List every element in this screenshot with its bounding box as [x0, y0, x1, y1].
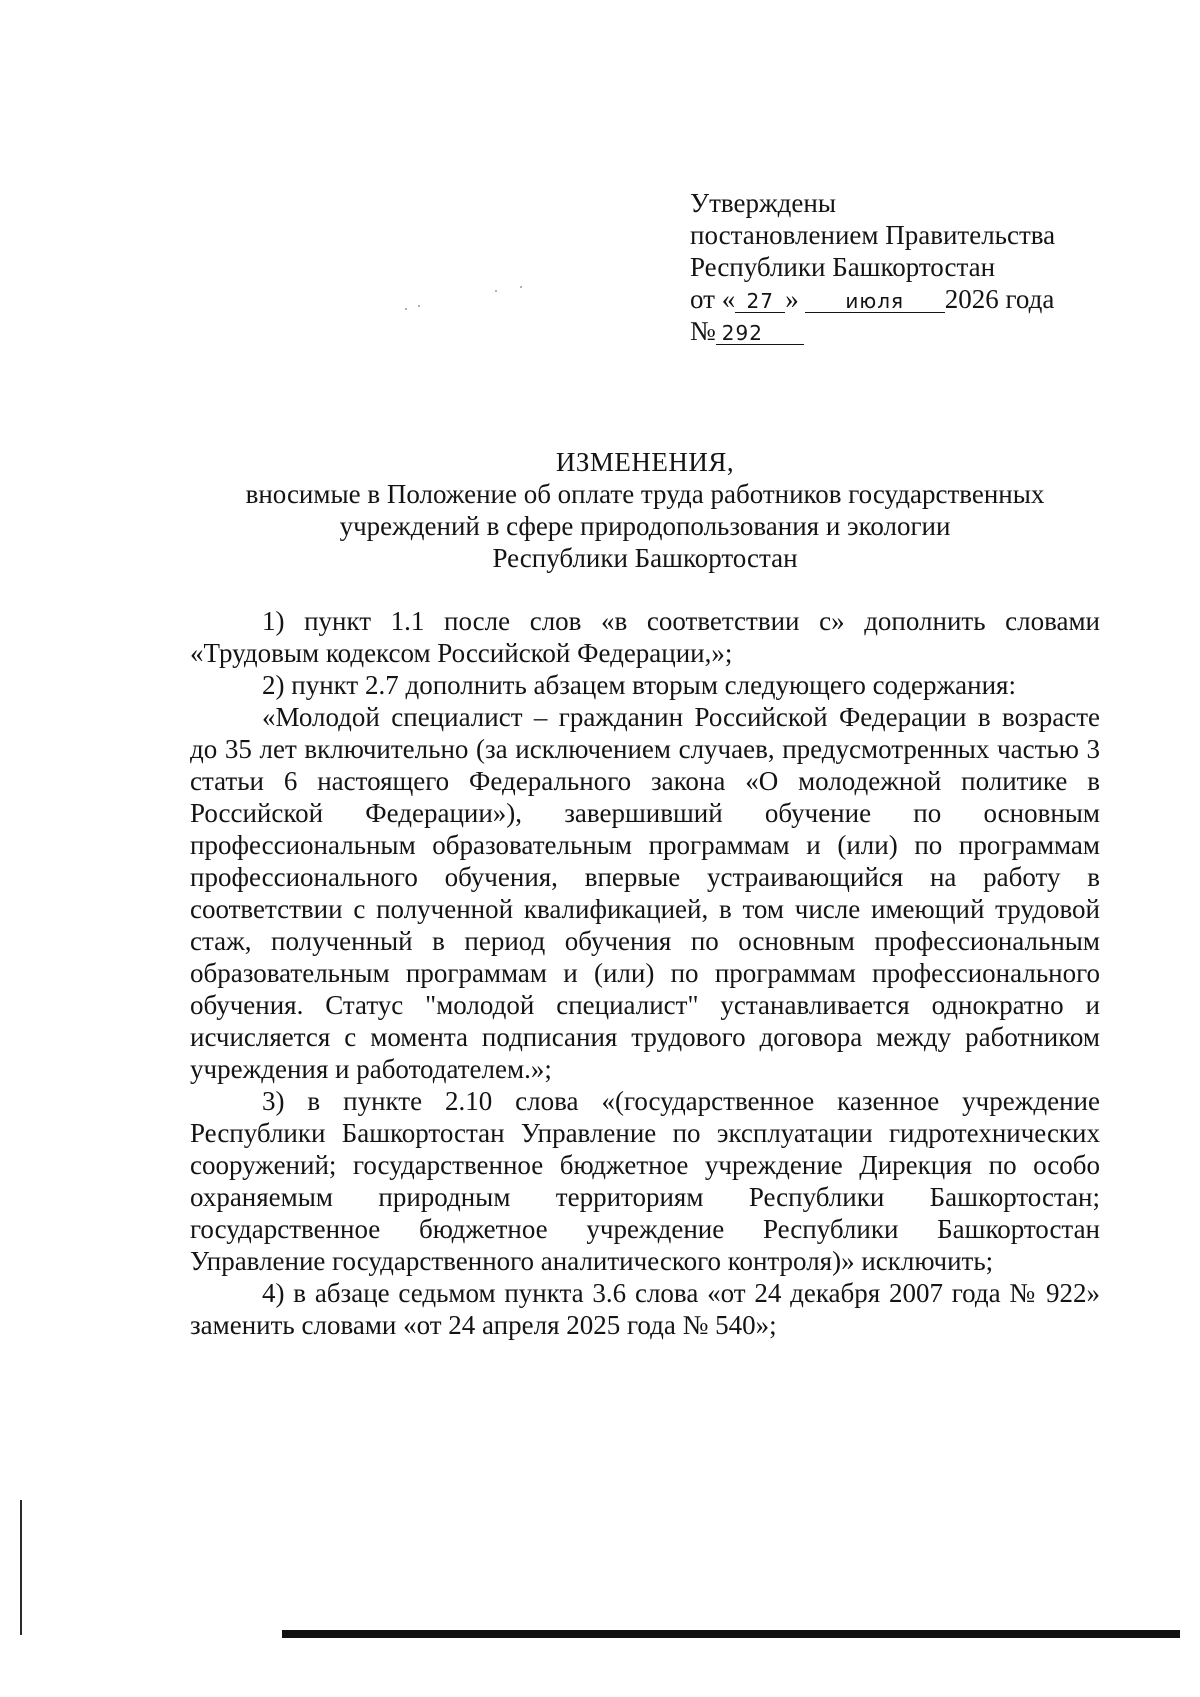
title-line-1: вносимые в Положение об оплате труда работников государственных: [245, 479, 1045, 509]
approval-date: [690, 283, 1110, 315]
date-suffix: 2026 года: [944, 284, 1055, 314]
title-heading: ИЗМЕНЕНИЯ,: [555, 447, 735, 477]
paragraph-3: «Молодой специалист – гражданин Российской Федерации в возрасте до 35 лет включительно (за исключением случаев, предусмотренных частью 3 статьи 6 настоящего Федерального закона «О молодежной политике в Российской Федерации»), завершивший обучение по основным профессиональным образовательным программам и (или) по программам профессионального обучения, впервые устраивающийся на работу в соответствии с полученной квалификацией, в том числе имеющий трудовой стаж, полученный в период обучения по основным профессиональным образовательным программам и (или) по программам профессионального обучения. Статус "молодой специалист" устанавливается однократно и исчисляется с момента подписания трудового договора между работником учреждения и работодателем.»;: [190, 702, 1100, 1084]
paragraph-2: 2) пункт 2.7 дополнить абзацем вторым следующего содержания:: [262, 670, 1016, 700]
approval-number: [690, 315, 1110, 347]
scan-speck: [405, 308, 407, 310]
scan-speck: [418, 305, 420, 307]
approval-line-1: Утверждены: [690, 188, 836, 218]
scan-speck: [495, 290, 497, 292]
number-prefix: №: [690, 316, 716, 346]
paragraph-5: 4) в абзаце седьмом пункта 3.6 слова «от 24 декабря 2007 года № 922» заменить словами «от 24 апреля 2025 года № 540»;: [190, 1278, 1100, 1340]
paragraph-1: 1) пункт 1.1 после слов «в соответствии с» дополнить словами «Трудовым кодексом Российской Федерации,»;: [190, 606, 1100, 668]
paragraph-4: 3) в пункте 2.10 слова «(государственное казенное учреждение Республики Башкортостан Управление по эксплуатации гидротехнических сооружений; государственное бюджетное учреждение Дирекция по особо охраняемым природным территориям Республики Башкортостан; государственное бюджетное учреждение Республики Башкортостан Управление государственного аналитического контроля)» исключить;: [190, 1086, 1100, 1276]
date-month: июля: [805, 290, 945, 313]
date-mid: »: [785, 284, 799, 314]
scan-speck: [520, 286, 522, 288]
number-value: 292: [716, 322, 804, 345]
document-title: [190, 446, 1100, 574]
date-prefix: от «: [690, 284, 736, 314]
title-line-2: учреждений в сфере природопользования и экологии: [339, 511, 951, 541]
scan-bottom-bar: [282, 1630, 1180, 1638]
approval-line-2: постановлением Правительства: [690, 220, 1056, 250]
scan-edge-line: [20, 1500, 22, 1635]
document-body: [190, 605, 1100, 1341]
date-day: 27: [735, 290, 785, 313]
title-line-3: Республики Башкортостан: [492, 543, 798, 573]
approval-block: [690, 187, 1110, 347]
approval-line-3: Республики Башкортостан: [690, 252, 996, 282]
